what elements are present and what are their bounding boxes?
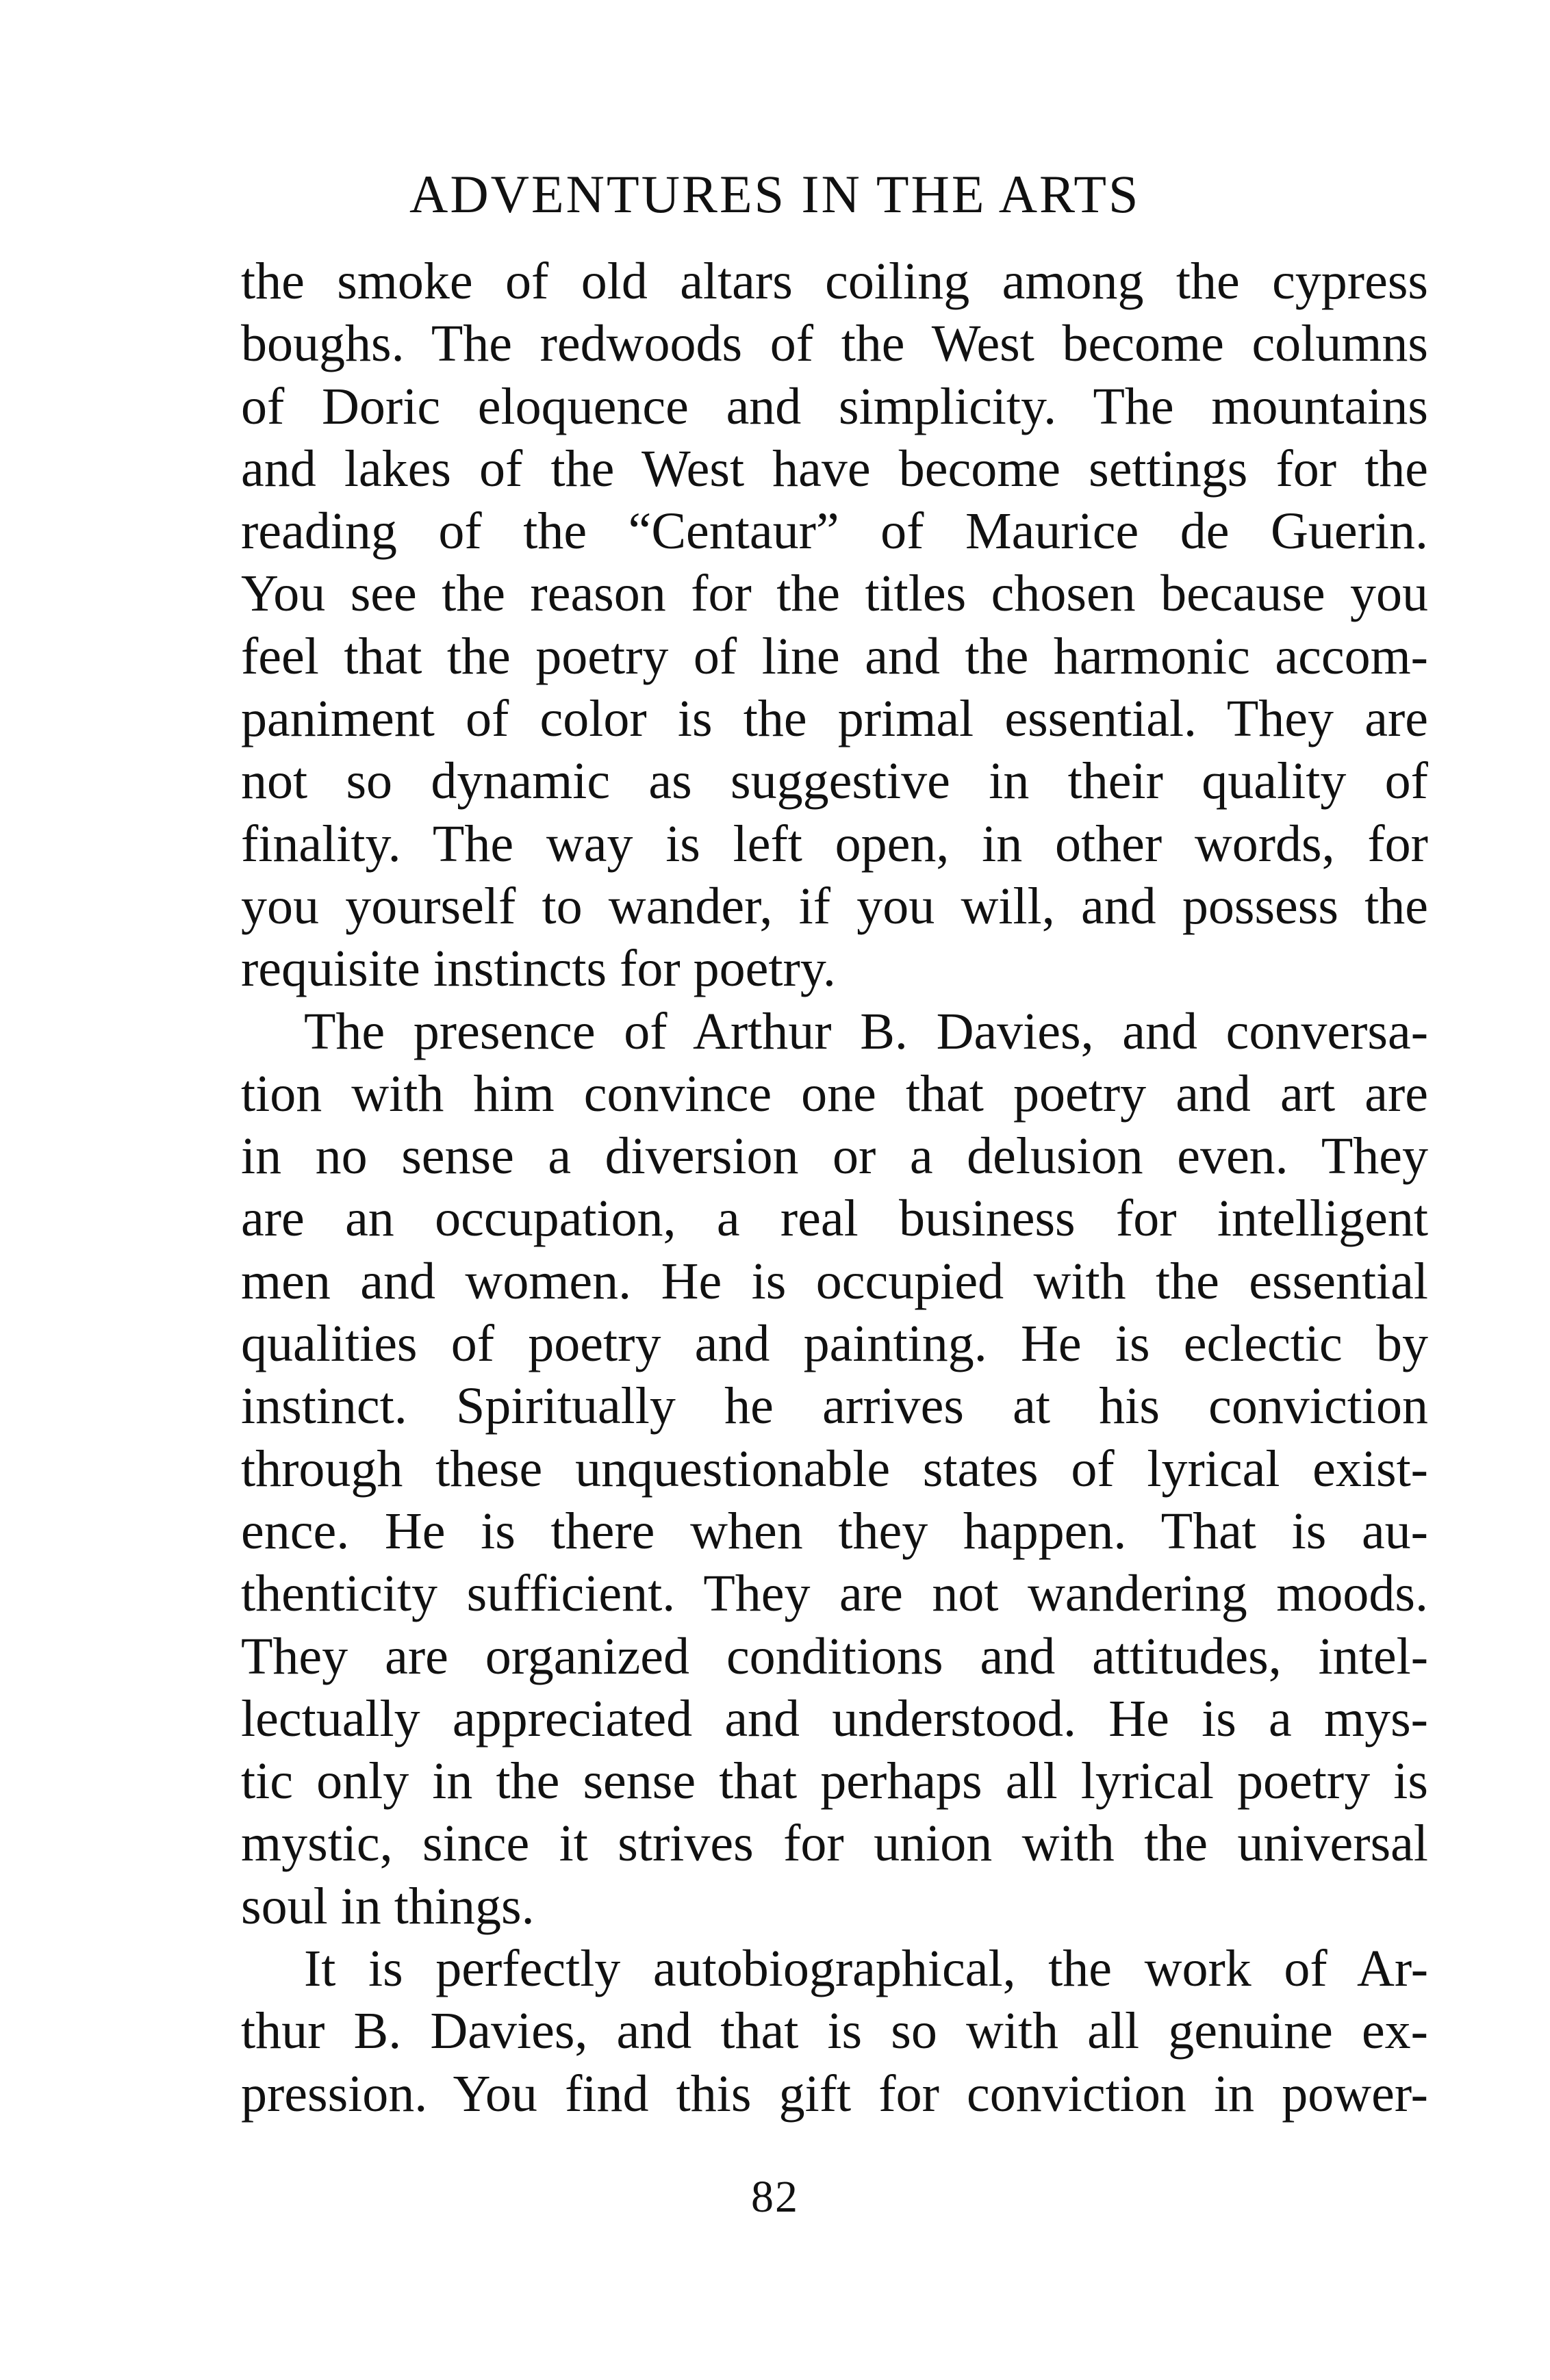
text-line: tic only in the sense that perhaps all lyrical poetry is	[241, 1752, 1428, 1810]
text-line: not so dynamic as suggestive in their quality of	[241, 752, 1428, 810]
text-line: paniment of color is the primal essential. They are	[241, 690, 1428, 748]
text-line: finality. The way is left open, in other words, for	[241, 815, 1428, 873]
text-line: They are organized conditions and attitudes, intel-	[241, 1627, 1428, 1685]
text-line: pression. You find this gift for conviction in power-	[241, 2064, 1428, 2123]
running-head: ADVENTURES IN THE ARTS	[409, 164, 1141, 224]
text-line: thenticity sufficient. They are not wandering moods.	[241, 1565, 1428, 1623]
text-line: soul in things.	[241, 1877, 535, 1935]
text-line: You see the reason for the titles chosen because you	[241, 565, 1428, 623]
text-line: instinct. Spiritually he arrives at his conviction	[241, 1377, 1428, 1435]
page-number: 82	[751, 2172, 799, 2222]
paragraph-1	[241, 251, 1428, 1001]
paragraph-2	[241, 1001, 1428, 1938]
text-line: you yourself to wander, if you will, and possess the	[241, 877, 1428, 935]
text-line: qualities of poetry and painting. He is eclectic by	[241, 1315, 1428, 1373]
text-line: in no sense a diversion or a delusion even. They	[241, 1127, 1428, 1186]
text-line: of Doric eloquence and simplicity. The mountains	[241, 377, 1428, 435]
text-line: through these unquestionable states of lyrical exist-	[241, 1439, 1428, 1498]
text-line: boughs. The redwoods of the West become columns	[241, 315, 1428, 373]
text-line: The presence of Arthur B. Davies, and conversa-	[304, 1002, 1428, 1060]
text-line: men and women. He is occupied with the essential	[241, 1252, 1428, 1310]
text-line: feel that the poetry of line and the harmonic accom-	[241, 627, 1428, 685]
text-line: the smoke of old altars coiling among the cypress	[241, 253, 1428, 310]
text-line: and lakes of the West have become settings for the	[241, 439, 1428, 498]
text-line: ence. He is there when they happen. That is au-	[241, 1502, 1428, 1560]
text-line: reading of the “Centaur” of Maurice de Guerin.	[241, 502, 1428, 561]
paragraph-3	[241, 1938, 1428, 2125]
body-text	[241, 251, 1428, 2125]
text-line: requisite instincts for poetry.	[241, 940, 836, 998]
text-line: It is perfectly autobiographical, the work of Ar-	[304, 1940, 1428, 1998]
text-line: tion with him convince one that poetry and art are	[241, 1064, 1428, 1123]
text-line: mystic, since it strives for union with the universal	[241, 1815, 1428, 1873]
text-line: are an occupation, a real business for intelligent	[241, 1190, 1428, 1248]
text-line: thur B. Davies, and that is so with all genuine ex-	[241, 2002, 1428, 2060]
text-line: lectually appreciated and understood. He is a mys-	[241, 1689, 1428, 1748]
